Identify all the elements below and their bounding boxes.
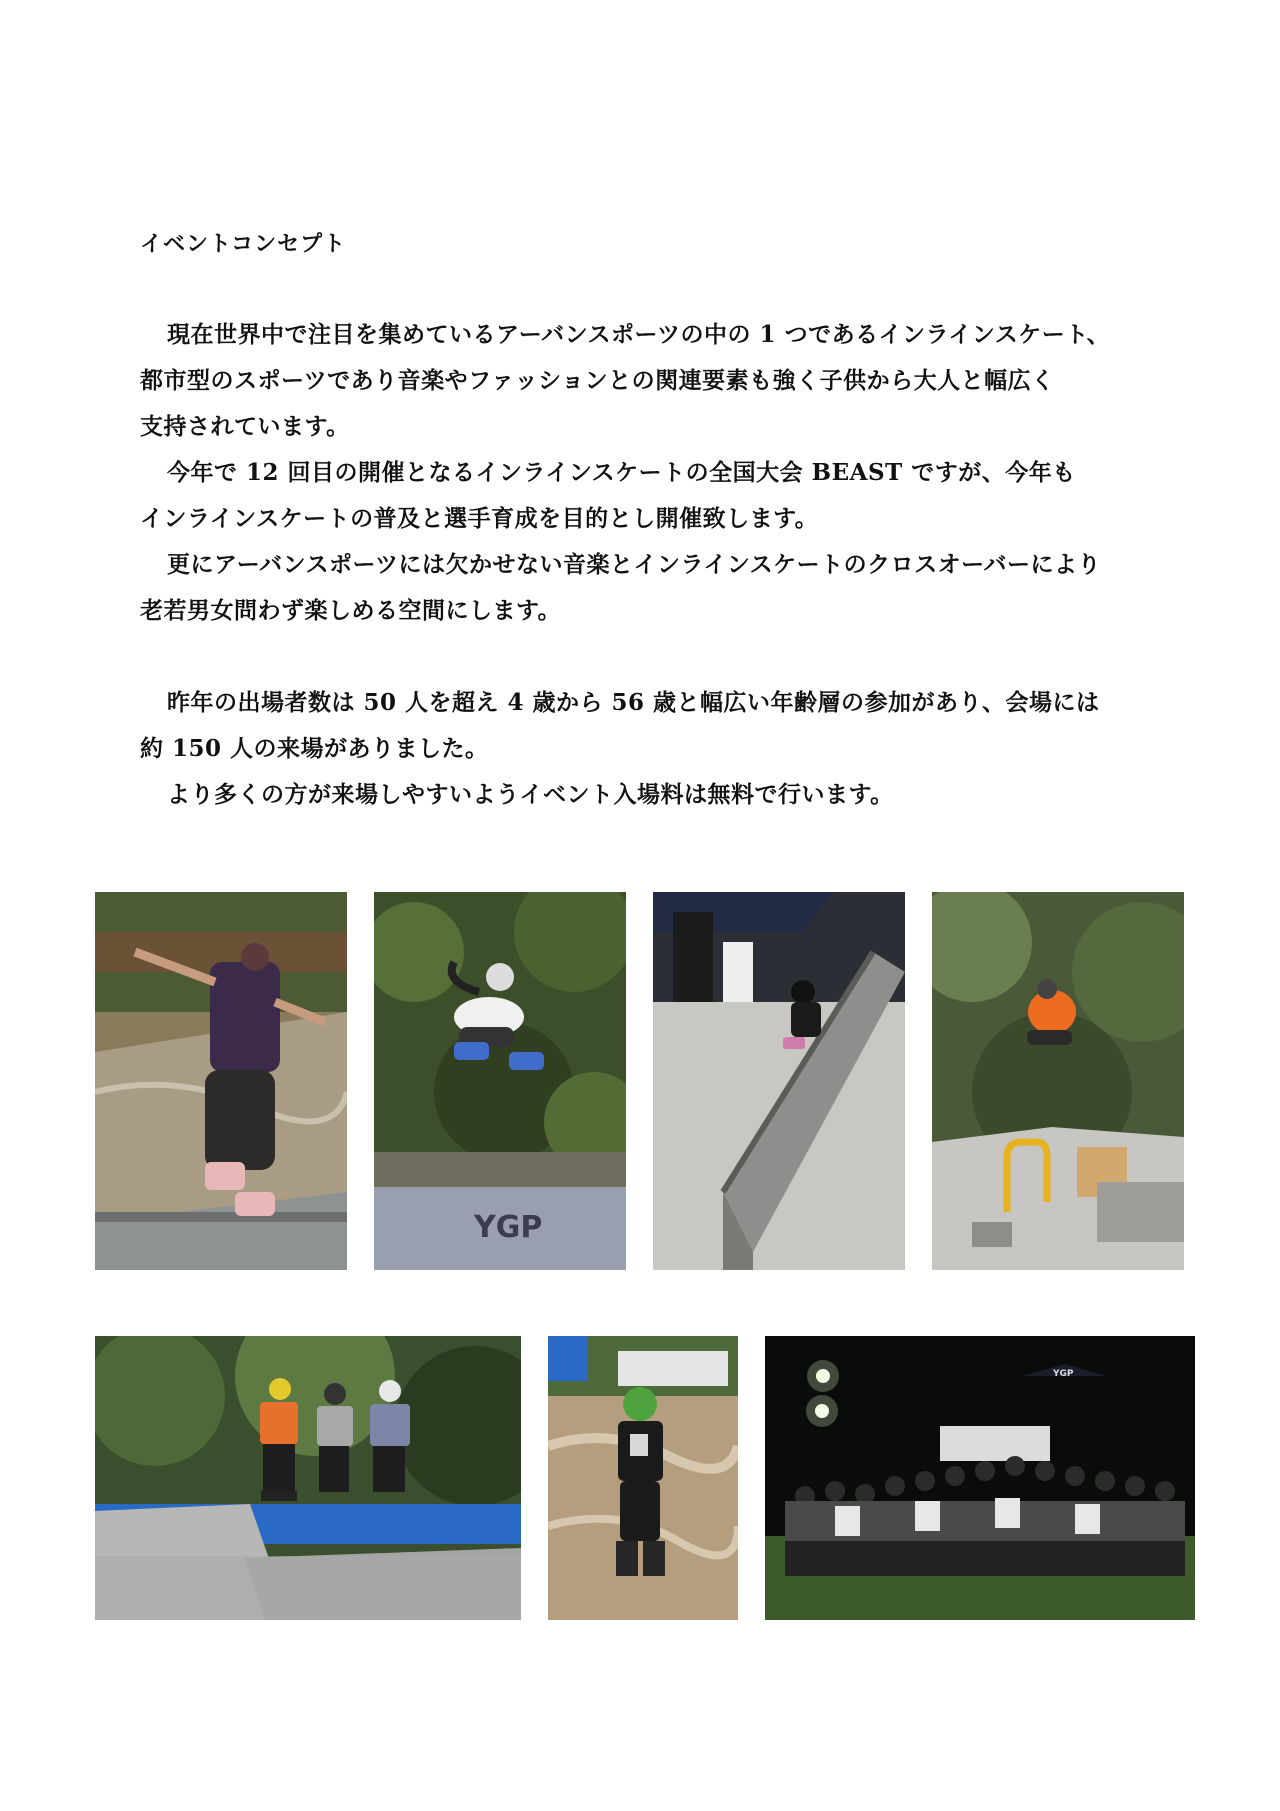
text-line: 今年で 12 回目の開催となるインラインスケートの全国大会 BEAST ですが、今年も: [167, 459, 1076, 486]
skater-jump-photo: [374, 892, 626, 1270]
text-line: より多くの方が来場しやすいようイベント入場料は無料で行います。: [167, 781, 894, 808]
tent-logo: YGP: [1053, 1369, 1074, 1379]
text-line: 支持されています。: [140, 413, 350, 440]
skater-rail-photo: [653, 892, 905, 1270]
group-photo: [765, 1336, 1195, 1620]
text-line: 都市型のスポーツであり音楽やファッションとの関連要素も強く子供から大人と幅広く: [140, 367, 1055, 394]
skater-air-photo: [932, 892, 1184, 1270]
text-line: 老若男女問わず楽しめる空間にします。: [140, 597, 562, 624]
text-line: 更にアーバンスポーツには欠かせない音楽とインラインスケートのクロスオーバーにより: [167, 551, 1102, 578]
child-skater-photo: [548, 1336, 738, 1620]
document-heading: イベントコンセプト: [140, 231, 347, 257]
concept-text: [140, 312, 1200, 818]
skater-grind-photo: [95, 892, 347, 1270]
text-line: 昨年の出場者数は 50 人を超え 4 歳から 56 歳と幅広い年齢層の参加があり、会場には: [167, 689, 1100, 716]
text-line: インラインスケートの普及と選手育成を目的とし開催致します。: [140, 505, 819, 532]
kids-on-ramp-photo: [95, 1336, 521, 1620]
text-line: 現在世界中で注目を集めているアーバンスポーツの中の 1 つであるインラインスケート、: [167, 321, 1111, 348]
ygp-logo: YGP: [474, 1210, 543, 1245]
text-line: 約 150 人の来場がありました。: [140, 735, 489, 762]
